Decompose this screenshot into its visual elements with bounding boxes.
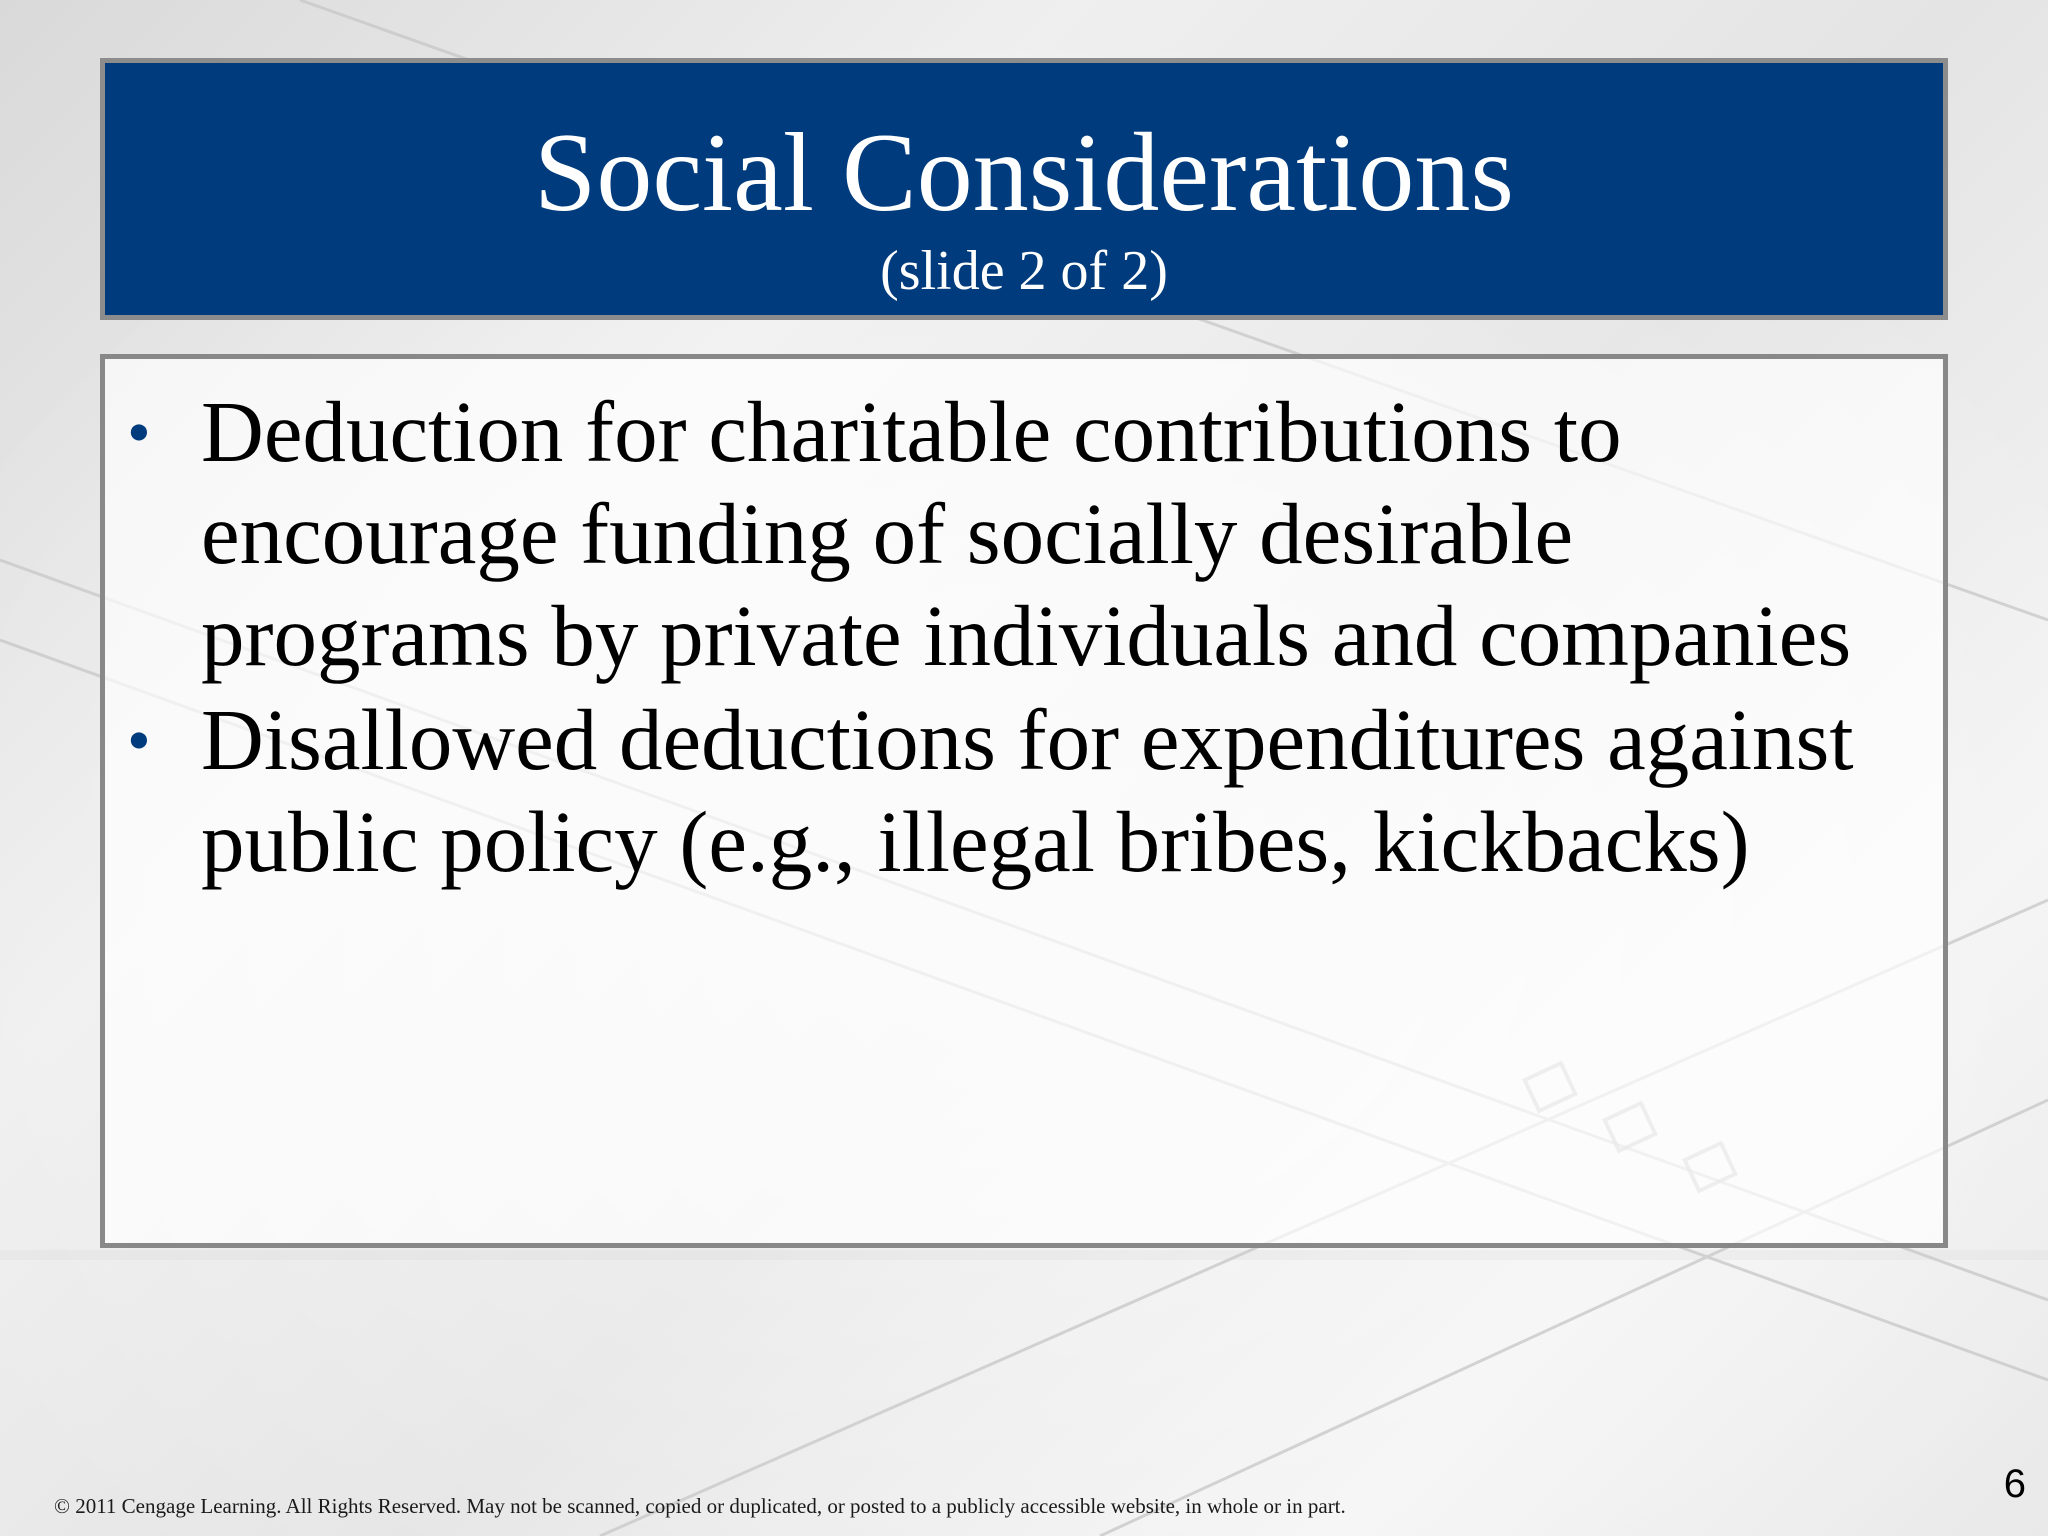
title-bar (100, 58, 1948, 320)
bullet-dot-icon: • (127, 394, 151, 470)
bullet-item (105, 689, 1943, 893)
bullet-dot-icon: • (127, 702, 151, 778)
page-number: 6 (2003, 1462, 2026, 1506)
bullet-text: Deduction for charitable contributions to encourage funding of socially desirable programs by private individuals and companies (201, 383, 1852, 684)
slide-title: Social Considerations (534, 111, 1514, 235)
content-panel (100, 354, 1948, 1248)
bullet-list (105, 359, 1943, 893)
copyright-footer: © 2011 Cengage Learning. All Rights Reserved. May not be scanned, copied or duplicated, or posted to a publicly accessible website, in whole or in part. (54, 1494, 1346, 1518)
bullet-text: Disallowed deductions for expenditures against public policy (e.g., illegal bribes, kickbacks) (201, 691, 1854, 890)
slide-subtitle: (slide 2 of 2) (880, 240, 1168, 302)
bullet-item (105, 381, 1943, 687)
